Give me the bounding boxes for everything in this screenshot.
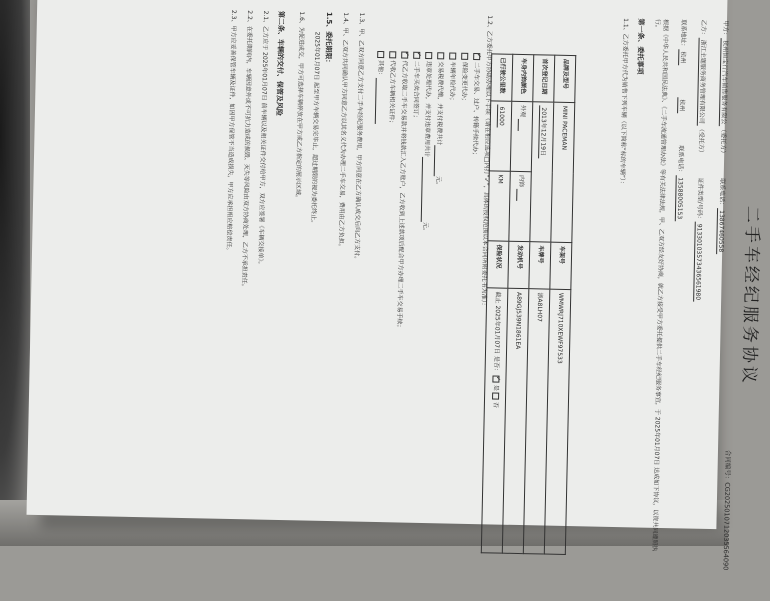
clause-1-5: 2025年01月07日 起至甲方车辆交易完毕止，超过期限的视为委托终止。: [309, 31, 321, 227]
party-b-line: 乙方：浙江主题服务商务管理有限公司（受托方） 证件类型/号码：91330103573436561980: [694, 19, 708, 301]
party-a-line: 甲方：杭州恒宝行汽车销售服务有限公（委托方） 联系电话：13867460558: [717, 20, 730, 253]
insurance-yes-checkbox[interactable]: [492, 376, 499, 383]
table-row: 品牌及型号 MINI PACEMAN 车架号 WMWRJ710XEWF97533: [544, 55, 575, 554]
clause-1-5-title: 1.5、委托期限：: [323, 11, 334, 67]
table-row: 首次登记日期 2013年12月19日 车牌号 浙A8LH07: [523, 55, 554, 554]
option-checkbox[interactable]: [401, 51, 408, 58]
vehicle-table: [481, 53, 576, 555]
option-payment: ✓代乙方收取二手车交易款并将钱款汇入乙方账户，乙方收到上述款项后配合甲方办理二手车交易手续；: [394, 51, 408, 330]
option-checkbox[interactable]: [449, 52, 456, 59]
clause-1-2: 1.2、乙方委托甲方协助办理以下手续（请在相应选项□内打“✓”，具体的授权范围以本合同所附委托书为准）：: [479, 15, 494, 309]
option-checkbox[interactable]: [425, 52, 432, 59]
option-violation: 违章处理代办，并支付违章费用共计 元。: [420, 52, 432, 234]
option-tax: 交易税费代缴，并支付税费共计 元。: [433, 52, 444, 188]
option-insurance: 保险变更代办；: [459, 53, 468, 104]
clause-2-1: 2.1、乙方应于 2025年01月07日 前车辆以及相关证件交付给甲方，双方应签署《车辆交接单》。: [256, 10, 270, 268]
article-1-title: 第一条、委托事项: [635, 18, 646, 75]
clause-1-4: 1.4、甲、乙双方共同确认甲方同意乙方以其名义代为办理二手车交易，费用由乙方负担。: [337, 12, 350, 250]
table-surface-left: [0, 0, 30, 546]
option-documents: 代收乙方车辆相关证件；: [387, 51, 397, 126]
option-checkbox[interactable]: [377, 51, 384, 58]
option-contract: ✓二手车买卖合同签订；: [411, 52, 420, 121]
clause-1-3: 1.3、甲、乙双方同意乙方支付二手车经纪服务费用，甲方同意在乙方确认成交后向乙方支付。: [352, 12, 366, 263]
preamble: 根据《中华人民共和国民法典》、《二手车流通管理办法》等有关法律法规，甲、乙双方经友好协商，就乙方接受甲方委托提供二手车经纪服务事宜，于 2025年01月07日 达成如下协议，以资共同遵照执行。: [650, 18, 670, 552]
contract-page: [67, 0, 769, 581]
contract-number: 合同编号：CG2025010712035564090: [721, 449, 733, 571]
clause-1-6: 1.6、为促进成交，甲方可选择车辆停放在甲方或乙方指定的展示区域。: [294, 11, 306, 201]
clause-2-2: 2.2、在委托期间内，车辆因意外或不可抗力造成的损毁、灭失等风险由双方协商处理，乙方不承担责任。: [240, 10, 254, 290]
option-inspection: 车辆年检代办；: [447, 52, 456, 103]
insurance-no-checkbox[interactable]: [492, 393, 499, 400]
clause-2-3: 2.3、甲方应妥善保管车辆及证件，如因甲方保管不当造成损失，甲方应承担相应赔偿责任。: [225, 9, 238, 254]
option-checkbox[interactable]: [389, 51, 396, 58]
article-2-title: 第二条、车辆的交付、保管及风险: [274, 10, 286, 116]
table-row: 车身内饰颜色 外观 内饰 发动机号 A89GJ539N1861EA: [502, 54, 533, 553]
document-title: 二手车经纪服务协议: [738, 205, 763, 387]
clause-1-1: 1.1、乙方委托甲方代为销售下列车辆（以下简称“标的车辆”）：: [618, 18, 630, 187]
table-row: 已行驶公里数 61000 KM 保险状况 截止 2025年01月07日 是否： ✓是 否: [481, 54, 512, 553]
option-transfer: ✓二手车交易、过户、转籍手续代办；: [470, 53, 480, 158]
address-line: 联系地址：杭州 杭州 联系电话：13588005153: [675, 19, 688, 220]
model-cell: MINI PACEMAN: [551, 102, 575, 242]
option-checkbox[interactable]: [461, 53, 468, 60]
option-checkbox[interactable]: [437, 52, 444, 59]
option-checkbox[interactable]: [473, 53, 480, 60]
option-other: 其他：: [375, 51, 385, 124]
paper-sheet: [27, 0, 763, 571]
option-checkbox[interactable]: [413, 52, 420, 59]
